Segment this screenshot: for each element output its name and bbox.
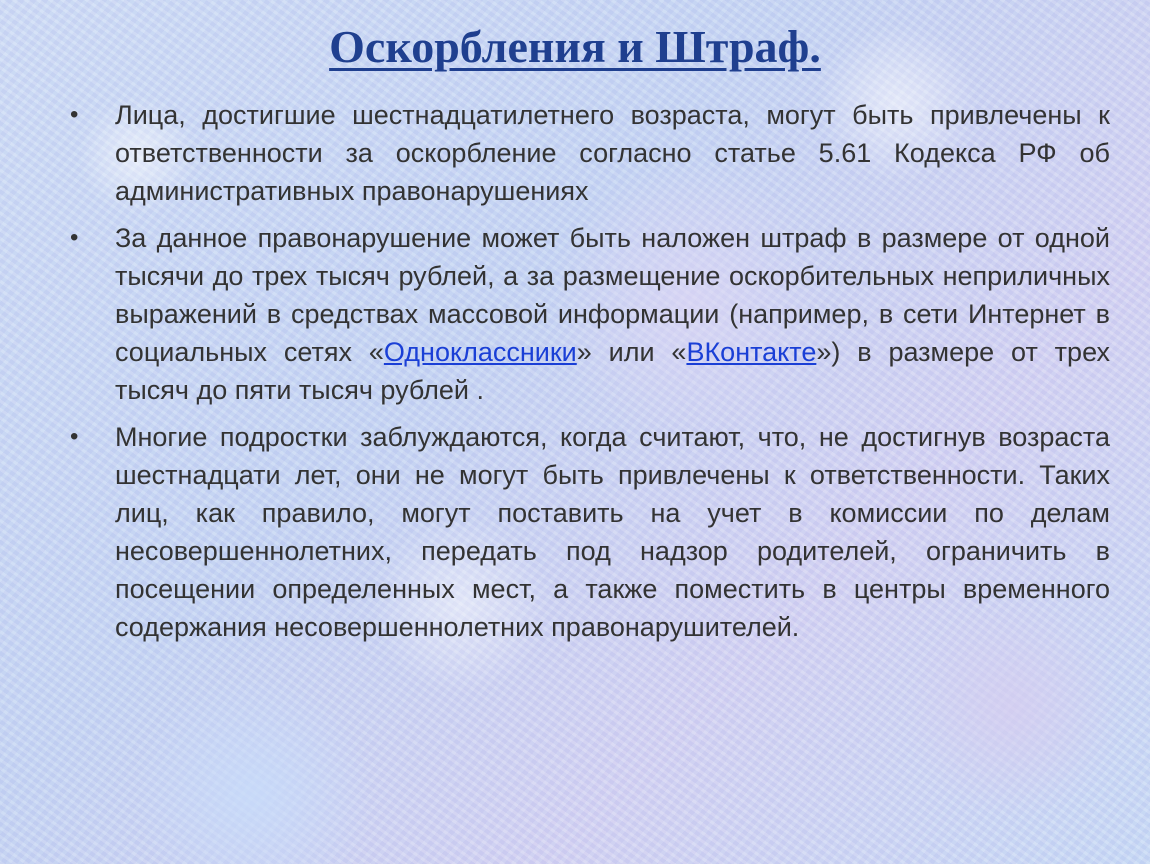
bullet-text-middle: » или « (576, 337, 687, 367)
bullet-text-before: За данное правонарушение может быть наложен штраф в размере от одной тысячи до трех тысяч рублей, а за размещение оскорбительных неприличных выражений в средствах массовой информации (например, в сети Интернет в социальных сетях « (115, 223, 1110, 367)
slide-title-text: Оскорбления и Штраф. (329, 21, 821, 72)
bullet-marker: • (70, 224, 79, 251)
bullet-text-after: ») в размере от трех тысяч до пяти тысяч рублей . (115, 337, 1110, 405)
bullet-marker: • (70, 423, 79, 450)
bullet-item-2 (70, 219, 1110, 409)
slide-title (0, 14, 1150, 80)
bullet-marker: • (70, 101, 79, 128)
link-vkontakte[interactable]: ВКонтакте (686, 337, 817, 367)
bullet-list (70, 96, 1110, 655)
bullet-item-3 (70, 418, 1110, 646)
bullet-text: Многие подростки заблуждаются, когда считают, что, не достигнув возраста шестнадцати лет, они не могут быть привлечены к ответственности. Таких лиц, как правило, могут поставить на учет в комиссии по делам несовершеннолетних, передать под надзор родителей, ограничить в посещении определенных мест, а также поместить в центры временного содержания несовершеннолетних правонарушителей. (115, 422, 1110, 642)
bullet-text: Лица, достигшие шестнадцатилетнего возраста, могут быть привлечены к ответственности за оскорбление согласно статье 5.61 Кодекса РФ об административных правонарушениях (115, 100, 1110, 206)
link-odnoklassniki[interactable]: Одноклассники (383, 337, 577, 367)
bullet-item-1 (70, 96, 1110, 210)
